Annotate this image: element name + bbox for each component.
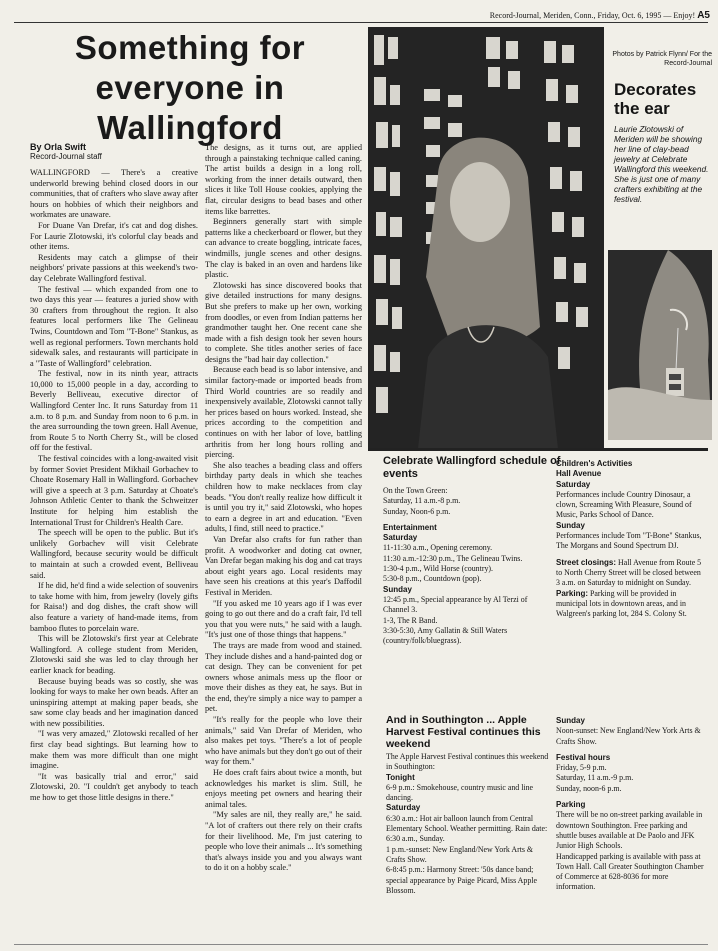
earring-photo: [608, 250, 712, 440]
children-saturday-text: Performances include Country Dinosaur, a clown, Screaming With Pleasure, Sound of Music, Parks School of Dance.: [556, 489, 692, 520]
headline: Something for everyone in Wallingford: [74, 29, 306, 146]
article-paragraph: This will be Zlotowski's first year at Celebrate Wallingford. A college student from Meriden, Zlotowski said she was led to clay through her earlier knack for beading.: [30, 634, 198, 675]
event-item: 11-11:30 a.m., Opening ceremony.: [383, 543, 493, 553]
page-number: A5: [697, 10, 710, 21]
events-right-column: [556, 459, 704, 619]
tonight-text: 6-9 p.m.: Smokehouse, country music and line dancing.: [386, 782, 534, 803]
events-intro-line: Sunday, Noon-6 p.m.: [383, 506, 451, 516]
events-left-column: [383, 486, 546, 646]
article-paragraph: Because each bead is so labor intensive, and similar factory-made or imported beads from Third World countries are so readily and inexpensively available, Zlotowski cannot tally her prices based on hours worked. Instead, she prices according to the competition and continues on with her labor of love, battling arthritis from her long hours rolling and piercing.: [205, 365, 362, 460]
article-paragraph: The designs, as it turns out, are applied through a painstaking technique called caning. The artist builds a design in a long roll, working from the inner details outward, then slices it like Toll House cookies, applying the flat, circular designs to bead bases and other items like barrettes.: [205, 143, 362, 216]
south-saturday-heading: Saturday: [386, 803, 421, 813]
parking-text: Parking will be provided in municipal lots in downtown areas, and in Walgreen's parking lot, 284 S. Colony St.: [556, 588, 687, 619]
article-column-2: [205, 143, 362, 874]
south-parking-heading: Parking: [556, 800, 586, 810]
children-saturday-heading: Saturday: [556, 479, 591, 489]
southington-right-column: [556, 716, 706, 893]
event-item: 5:30-8 p.m., Countdown (pop).: [383, 574, 482, 584]
festival-hours-line: Friday, 5-9 p.m.: [556, 763, 607, 773]
parking-info: [556, 589, 704, 620]
crafter-photo: [368, 27, 604, 449]
event-item: 3:30-5:30, Amy Gallatin & Still Waters (country/folk/bluegrass).: [383, 625, 508, 646]
article-paragraph: Zlotowski has since discovered books that give detailed instructions for many designs. But she prefers to make up her own, working from doodles, or even from Indian patterns her grandmother taught her. One recent cane she made with a fish design took her seven hours to complete. She titles another series of face designs the "bad hair day collection.": [205, 280, 362, 364]
south-sunday-heading: Sunday: [556, 716, 585, 725]
article-paragraph: He does craft fairs about twice a month, but acknowledges his market is slim. Still, he enjoys meeting pet owners and hearing their animal tales.: [205, 768, 362, 809]
article-paragraph: She also teaches a beading class and offers birthday party deals in which she teaches children how to make necklaces from clay beads. "You don't really realize how difficult it is until you try it," said Zlotowski, who hopes to earn a degree in art and education. "Even adults, I find, still need to practice.": [205, 460, 362, 534]
event-item: 11:30 a.m.-12:30 p.m., The Gelineau Twins.: [383, 553, 523, 563]
children-sunday-text: Performances include Tom "T-Bone" Stankus, The Morgans and Sound Spectrum DJ.: [556, 531, 702, 551]
photo-credit: Photos by Patrick Flynn/ For the Record-Journal: [612, 51, 712, 67]
street-closings: [556, 558, 704, 589]
article-paragraph: Van Drefar also crafts for fun rather than profit. A woodworker and doting cat owner, Van Drefar began making his dog and cat trays about eight years ago. Local residents may have seen his creations at this year's Daffodil Festival in Meriden.: [205, 534, 362, 597]
photo-caption: Laurie Zlotowski of Meriden will be showing her line of clay-bead jewelry at Celebrate Wallingford this weekend. She is just one of many crafters exhibiting at the festival.: [614, 124, 709, 204]
article-paragraph: "I was very amazed," Zlotowski recalled of her first clay bead sightings. But learning how to make them was more difficult than one might imagine.: [30, 729, 198, 771]
article-paragraph: Residents may catch a glimpse of their neighbors' private passions at this weekend's two-day Celebrate Wallingford festival.: [30, 252, 198, 283]
article-column-1: [30, 168, 198, 804]
events-title: Celebrate Wallingford schedule of events: [383, 455, 561, 480]
south-parking-text: Handicapped parking is available with pass at Town Hall. Call Greater Southington Chamber of Commerce at 628-8036 for more information.: [556, 851, 704, 892]
article-paragraph: If he did, he'd find a wide selection of souvenirs to take home with him, from jewelry (lovely gifts for Raisa!) and dog dishes, the craft show will also feature a variety of hand-made items, from bamboo flutes to porcelain ware.: [30, 581, 198, 633]
street-closings-text: Hall Avenue from Route 5 to North Cherry Street will be closed between 3 a.m. on Saturday to midnight on Sunday.: [556, 557, 702, 588]
children-subheading: Hall Avenue: [556, 469, 602, 479]
article-paragraph: "My sales are nil, they really are," he said. "A lot of crafters out there rely on their crafts for their livelihood. Me, I'm just catering to people who love their animals ... It's something that's always inside you and you always want to do it on a hobby scale.": [205, 810, 362, 873]
festival-hours-heading: Festival hours: [556, 752, 611, 762]
article-paragraph: Beginners generally start with simple patterns like a checkerboard or flower, but they can advance to create boggling, intricate faces, windmills, jungle scenes and other designs. The clay is baked in an oven and hardens like plastic.: [205, 217, 362, 280]
page-header: [400, 10, 710, 21]
sunday-heading: Sunday: [383, 584, 412, 594]
festival-hours-line: Saturday, 11 a.m.-9 p.m.: [556, 773, 634, 783]
southington-intro: The Apple Harvest Festival continues this weekend in Southington:: [386, 752, 549, 772]
article-paragraph: The speech will be open to the public. But it's unlikely Gorbachev will visit Celebrate Wallingford, because security would be difficult to maintain at such a crowded event, Belliveau said.: [30, 528, 198, 580]
article-paragraph: The festival coincides with a long-awaited visit by former Soviet President Mikhail Gorbachev to Choate Rosemary Hall in Wallingford. Gorbachev will give a speech at 3 p.m. Saturday at Choate's Johnson Athletic Center to thank the Schweitzer Institute for helping him establish the International Trust for Children's Health Care.: [30, 454, 198, 527]
south-event-item: 1 p.m.-sunset: New England/New York Arts & Crafts Show.: [386, 844, 534, 864]
event-item: 1:30-4 p.m., Wild Horse (country).: [383, 564, 493, 574]
header-rule: [14, 22, 708, 23]
events-intro-line: Saturday, 11 a.m.-8 p.m.: [383, 496, 461, 506]
article-paragraph: "It was basically trial and error," said Zlotowski, 20. "I couldn't get anybody to teach me how to get those little designs in there.": [30, 771, 198, 803]
article-paragraph: The festival — which expanded from one to two days this year — features a juried show with 30 crafters from throughout the region. It also features local performers like The Gelineau Twins, Countdown and Tom "T-Bone" Stankus, as well as regional performers. Town merchants hold sidewalk sales, and restaurants will participate in a "Taste of Wallingford" celebration.: [30, 284, 198, 368]
south-parking-text: There will be no on-street parking available in downtown Southington. Free parking and shuttle buses available at De Paolo and JFK Junior High Schools.: [556, 810, 703, 851]
header-text: Record-Journal, Meriden, Conn., Friday, Oct. 6, 1995 — Enjoy!: [489, 11, 696, 20]
south-event-item: 6:30 a.m.: Hot air balloon launch from Central Elementary School. Weather permitting. Rain date: 6:30 a.m., Sunday.: [386, 813, 548, 844]
bottom-rule: [14, 944, 708, 945]
events-intro-line: On the Town Green:: [383, 486, 448, 495]
entertainment-heading: Entertainment: [383, 522, 437, 532]
article-paragraph: "If you asked me 10 years ago if I was ever going to go out there and do a craft fair, I'd tell you that you were nuts," he said with a laugh. "It's just one of those things that happens.": [205, 598, 362, 640]
children-heading: Children's Activities: [556, 459, 633, 468]
street-closings-heading: Street closings:: [556, 557, 617, 567]
byline-sub: Record-Journal staff: [30, 152, 102, 161]
article-paragraph: The festival, now in its ninth year, attracts 10,000 to 15,000 people in a day, according to Beverly Belliveau, executive director of Wallingford Center Inc. It runs Saturday from 11 a.m. to 8 p.m. and Sunday from noon to 6 p.m. in the area surrounding the town green. Hall Avenue, from Route 5 to North Cherry St., will be closed off for the festival.: [30, 369, 198, 453]
tonight-heading: Tonight: [386, 772, 415, 782]
photo-headline: Decorates the ear: [614, 80, 697, 118]
south-event-item: 6-8:45 p.m.: Harmony Street: '50s dance band; special appearance by Paige Picard, Miss Apple Blossom.: [386, 865, 537, 895]
parking-heading: Parking:: [556, 588, 589, 598]
article-paragraph: The trays are made from wood and stained. They include dishes and a hand-painted dog or cat design. They can be convenient for pet owners whose animals mess up the floor or move their dishes as they eat, he says. But in the end, they're simply a nice way to pamper a pet.: [205, 640, 362, 714]
event-item: 1-3, The R Band.: [383, 615, 438, 625]
article-paragraph: For Duane Van Drefar, it's cat and dog dishes. For Laurie Zlotowski, it's colorful clay beads and other items.: [30, 220, 198, 252]
event-item: 12:45 p.m., Special appearance by Al Terzi of Channel 3.: [383, 594, 528, 615]
south-sunday-text: Noon-sunset: New England/New York Arts & Crafts Show.: [556, 726, 701, 746]
article-paragraph: Because buying beads was so costly, she was looking for ways to make her own beads. After an uninspiring attempt at making paper beads, she saw some clay beads and her imagination danced with new possibilities.: [30, 676, 198, 728]
article-paragraph: "It's really for the people who love their animals," said Van Drefar of Meriden, who also makes pet toys. "There's a lot of people who have animals but they don't go out of their way for them.": [205, 715, 362, 767]
festival-hours-line: Sunday, noon-6 p.m.: [556, 783, 622, 793]
byline: By Orla Swift: [30, 142, 87, 152]
southington-left-column: [386, 752, 549, 896]
article-paragraph: WALLINGFORD — There's a creative underworld brewing behind closed doors in our communities, that of crafters who slave away after hours on hobbies of which their neighbors and workmates are unaware.: [30, 168, 198, 220]
southington-title: And in Southington ... Apple Harvest Festival continues this weekend: [386, 714, 541, 750]
children-sunday-heading: Sunday: [556, 520, 585, 530]
saturday-heading: Saturday: [383, 533, 418, 543]
